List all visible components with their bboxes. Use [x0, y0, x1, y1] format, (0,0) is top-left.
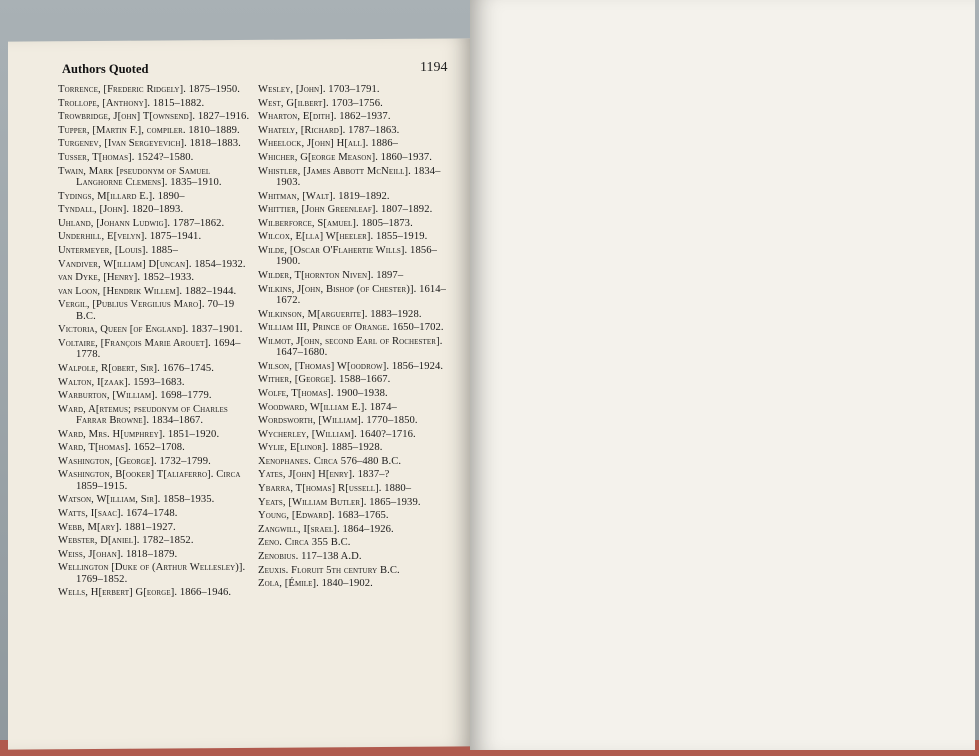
author-entry: Wilmot, J[ohn, second Earl of Rochester]. 1647–1680. [258, 335, 443, 359]
author-entry: Woodward, W[illiam E.]. 1874– [258, 401, 397, 413]
author-entry: Washington, B[ooker] T[aliaferro]. Circa 1859–1915. [58, 469, 241, 492]
author-entry: Whicher, G[eorge Meason]. 1860–1937. [258, 151, 433, 163]
author-entry: Ward, Mrs. H[umphrey]. 1851–1920. [58, 428, 220, 440]
author-entry: Wilson, [Thomas] W[oodrow]. 1856–1924. [258, 360, 444, 372]
author-entry: van Loon, [Hendrik Willem]. 1882–1944. [58, 285, 237, 297]
author-entry: Wesley, [John]. 1703–1791. [258, 84, 380, 95]
author-entry: Tusser, T[homas]. 1524?–1580. [58, 151, 194, 163]
right-page-blank [470, 0, 975, 750]
author-entry: Whittier, [John Greenleaf]. 1807–1892. [258, 204, 433, 216]
author-entry: Washington, [George]. 1732–1799. [58, 455, 211, 467]
author-entry: West, G[ilbert]. 1703–1756. [258, 97, 383, 109]
author-entry: Xenophanes. Circa 576–480 B.C. [258, 455, 402, 467]
author-entry: Wilcox, E[lla] W[heeler]. 1855–1919. [258, 231, 428, 243]
author-entry: Trollope, [Anthony]. 1815–1882. [58, 97, 205, 109]
author-entry: Victoria, Queen [of England]. 1837–1901. [58, 324, 243, 336]
author-entry: Turgenev, [Ivan Sergeyevich]. 1818–1883. [58, 138, 241, 150]
author-entry: Wolfe, T[homas]. 1900–1938. [258, 387, 388, 399]
author-entry: Webb, M[ary]. 1881–1927. [58, 521, 176, 533]
running-header-title: Authors Quoted [62, 62, 149, 76]
author-entry: Weiss, J[ohan]. 1818–1879. [58, 548, 178, 560]
author-entry: Tydings, M[illard E.]. 1890– [58, 190, 185, 202]
author-entry: Zola, [Émile]. 1840–1902. [258, 578, 373, 590]
author-entry: Tyndall, [John]. 1820–1893. [58, 204, 184, 216]
author-entry: Ybarra, T[homas] R[ussell]. 1880– [258, 483, 412, 495]
page-number: 1194 [420, 60, 448, 75]
author-entry: Wilder, T[hornton Niven]. 1897– [258, 269, 404, 281]
author-entry: Wylie, E[linor]. 1885–1928. [258, 442, 383, 454]
author-entry: Underhill, E[velyn]. 1875–1941. [58, 231, 202, 243]
author-entry: Whistler, [James Abbott McNeill]. 1834–1903. [258, 165, 441, 188]
author-entry: Whitman, [Walt]. 1819–1892. [258, 190, 390, 202]
author-entry: Wycherley, [William]. 1640?–1716. [258, 428, 416, 440]
author-entry: Zeno. Circa 355 B.C. [258, 537, 351, 549]
author-entry: Whately, [Richard]. 1787–1863. [258, 124, 400, 136]
author-entry: Wilde, [Oscar O'Flahertie Wills]. 1856–1900. [258, 244, 438, 268]
author-entry: Wither, [George]. 1588–1667. [258, 374, 391, 386]
author-entry: Zangwill, I[srael]. 1864–1926. [258, 523, 394, 535]
author-entry: Untermeyer, [Louis]. 1885– [58, 244, 178, 256]
author-entry: Uhland, [Johann Ludwig]. 1787–1862. [58, 217, 225, 229]
author-entry: Ward, A[rtemus; pseudonym of Charles Farrar Browne]. 1834–1867. [58, 403, 228, 427]
author-entry: Warburton, [William]. 1698–1779. [58, 390, 212, 402]
author-entry: Trowbridge, J[ohn] T[ownsend]. 1827–1916. [58, 111, 250, 123]
author-entry: Voltaire, [François Marie Arouet]. 1694–1778. [58, 337, 241, 361]
author-entry: Watts, I[saac]. 1674–1748. [58, 508, 178, 520]
author-entry: Wheelock, J[ohn] H[all]. 1886– [258, 138, 399, 150]
author-entry: Yates, J[ohn] H[enry]. 1837–? [258, 469, 390, 481]
author-entry: Tupper, [Martin F.], compiler. 1810–1889. [58, 124, 240, 136]
author-entry: Vergil, [Publius Vergilius Maro]. 70–19 B.C. [58, 299, 235, 322]
author-entry: Zenobius. 117–138 A.D. [258, 551, 362, 563]
author-entry: Wells, H[erbert] G[eorge]. 1866–1946. [58, 587, 232, 599]
author-entry: Young, [Edward]. 1683–1765. [258, 510, 389, 522]
author-entry: Wellington [Duke of (Arthur Wellesley)]. 1769–1852. [58, 562, 246, 585]
author-entry: Wilberforce, S[amuel]. 1805–1873. [258, 217, 413, 229]
author-entry: Webster, D[aniel]. 1782–1852. [58, 535, 194, 547]
index-column-right [258, 84, 458, 592]
author-entry: William III, Prince of Orange. 1650–1702. [258, 322, 444, 334]
author-entry: Yeats, [William Butler]. 1865–1939. [258, 496, 421, 508]
author-entry: Watson, W[illiam, Sir]. 1858–1935. [58, 494, 215, 506]
author-entry: Wordsworth, [William]. 1770–1850. [258, 415, 418, 427]
author-entry: Torrence, [Frederic Ridgely]. 1875–1950. [58, 84, 241, 95]
author-entry: Wilkinson, M[arguerite]. 1883–1928. [258, 308, 422, 320]
author-entry: Vandiver, W[illiam] D[uncan]. 1854–1932. [58, 258, 246, 270]
index-column-left [58, 84, 254, 601]
author-entry: Wharton, E[dith]. 1862–1937. [258, 111, 391, 123]
author-entry: Zeuxis. Floruit 5th century B.C. [258, 564, 400, 576]
author-entry: Walton, I[zaak]. 1593–1683. [58, 376, 185, 388]
author-entry: van Dyke, [Henry]. 1852–1933. [58, 272, 195, 284]
author-entry: Ward, T[homas]. 1652–1708. [58, 442, 185, 454]
author-entry: Walpole, R[obert, Sir]. 1676–1745. [58, 362, 214, 374]
author-entry: Wilkins, J[ohn, Bishop (of Chester)]. 1614–1672. [258, 283, 447, 306]
author-entry: Twain, Mark [pseudonym of Samuel Langhorne Clemens]. 1835–1910. [58, 165, 222, 188]
